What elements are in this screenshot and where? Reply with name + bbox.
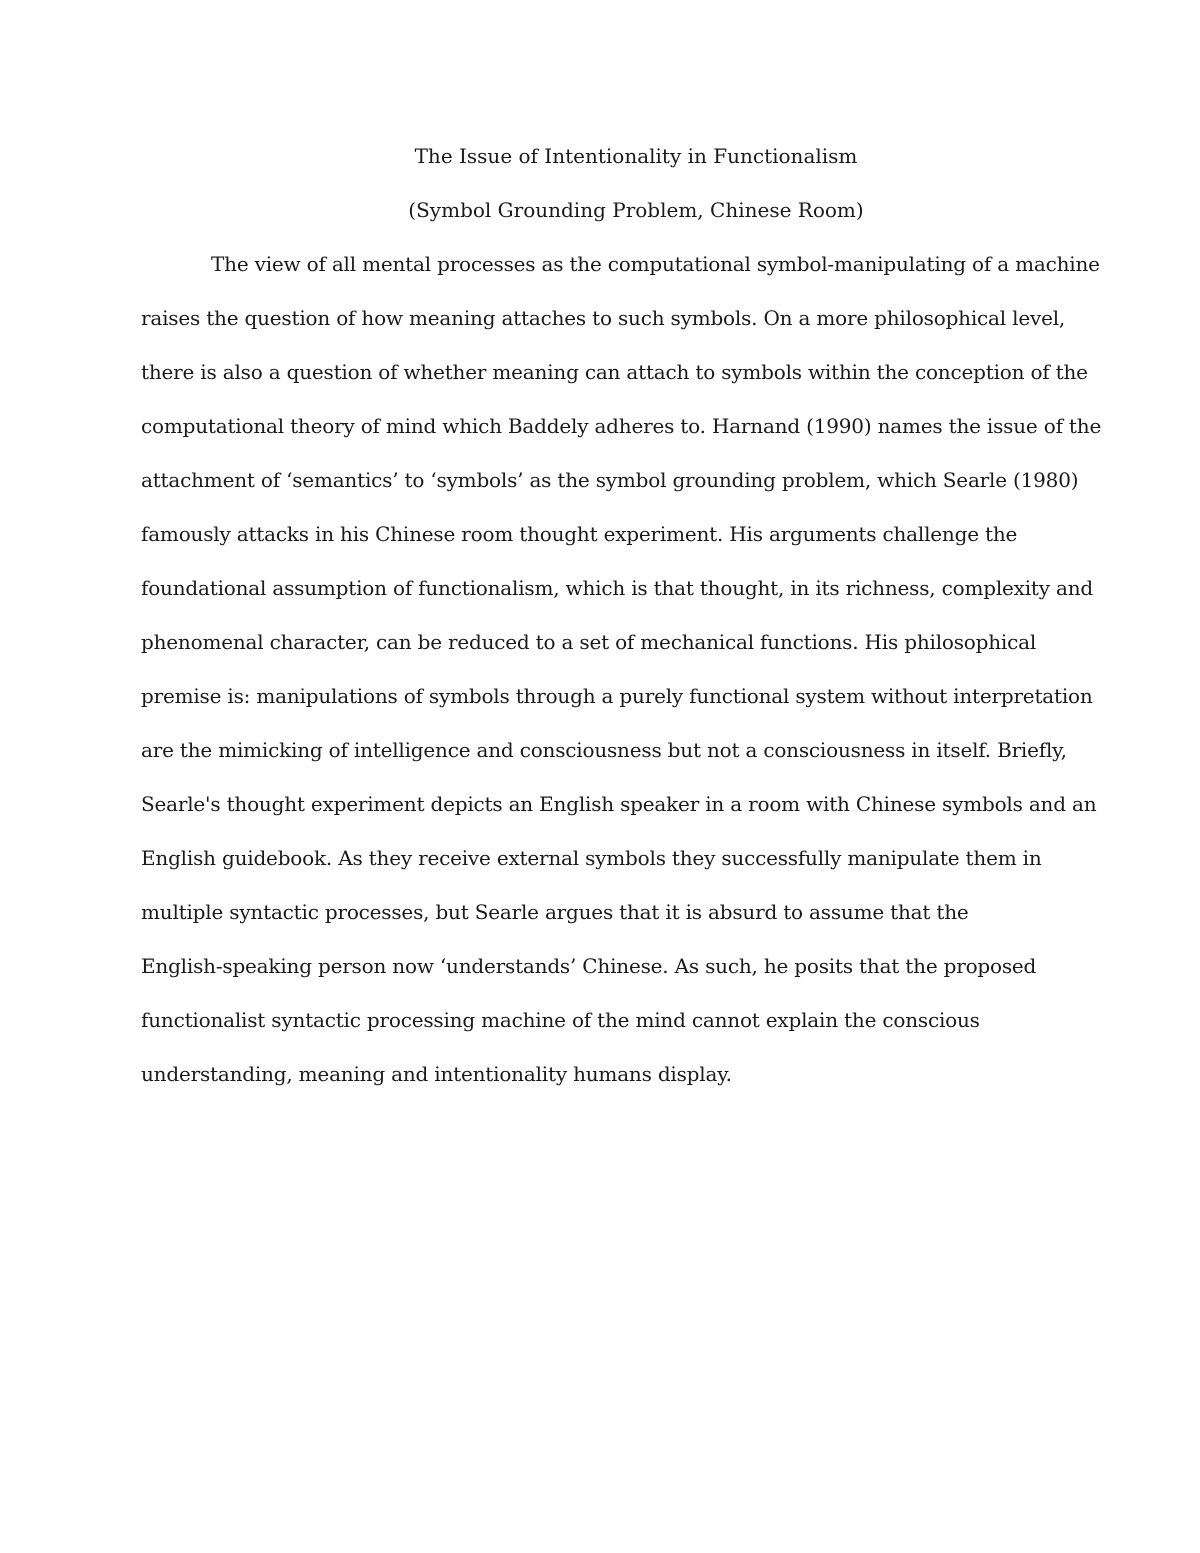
paragraph-line: functionalist syntactic processing machine of the mind cannot explain the conscious — [141, 1008, 980, 1032]
paragraph-line: there is also a question of whether meaning can attach to symbols within the conception of the — [141, 360, 1088, 384]
paragraph-line: raises the question of how meaning attaches to such symbols. On a more philosophical level, — [141, 306, 1066, 330]
paragraph-line: phenomenal character, can be reduced to a set of mechanical functions. His philosophical — [141, 630, 1037, 654]
paragraph-line: computational theory of mind which Baddely adheres to. Harnand (1990) names the issue of the — [141, 414, 1102, 438]
paragraph-line: premise is: manipulations of symbols through a purely functional system without interpretation — [141, 684, 1093, 708]
paragraph-line: The view of all mental processes as the computational symbol-manipulating of a machine — [211, 252, 1100, 276]
document-title: The Issue of Intentionality in Functionalism — [414, 144, 858, 168]
paragraph-line: understanding, meaning and intentionality humans display. — [141, 1062, 732, 1086]
paragraph-line: foundational assumption of functionalism, which is that thought, in its richness, complexity and — [141, 576, 1094, 600]
document-subtitle: (Symbol Grounding Problem, Chinese Room) — [408, 198, 864, 222]
paragraph-line: are the mimicking of intelligence and consciousness but not a consciousness in itself. Briefly, — [141, 738, 1067, 762]
paragraph-line: Searle's thought experiment depicts an English speaker in a room with Chinese symbols and an — [141, 792, 1097, 816]
paragraph-line: famously attacks in his Chinese room thought experiment. His arguments challenge the — [141, 522, 1018, 546]
paragraph-line: multiple syntactic processes, but Searle argues that it is absurd to assume that the — [141, 900, 969, 924]
paragraph-line: attachment of ‘semantics’ to ‘symbols’ as the symbol grounding problem, which Searle (1980) — [141, 468, 1079, 492]
paragraph-line: English-speaking person now ‘understands’ Chinese. As such, he posits that the proposed — [141, 954, 1037, 978]
paragraph-line: English guidebook. As they receive external symbols they successfully manipulate them in — [141, 846, 1042, 870]
